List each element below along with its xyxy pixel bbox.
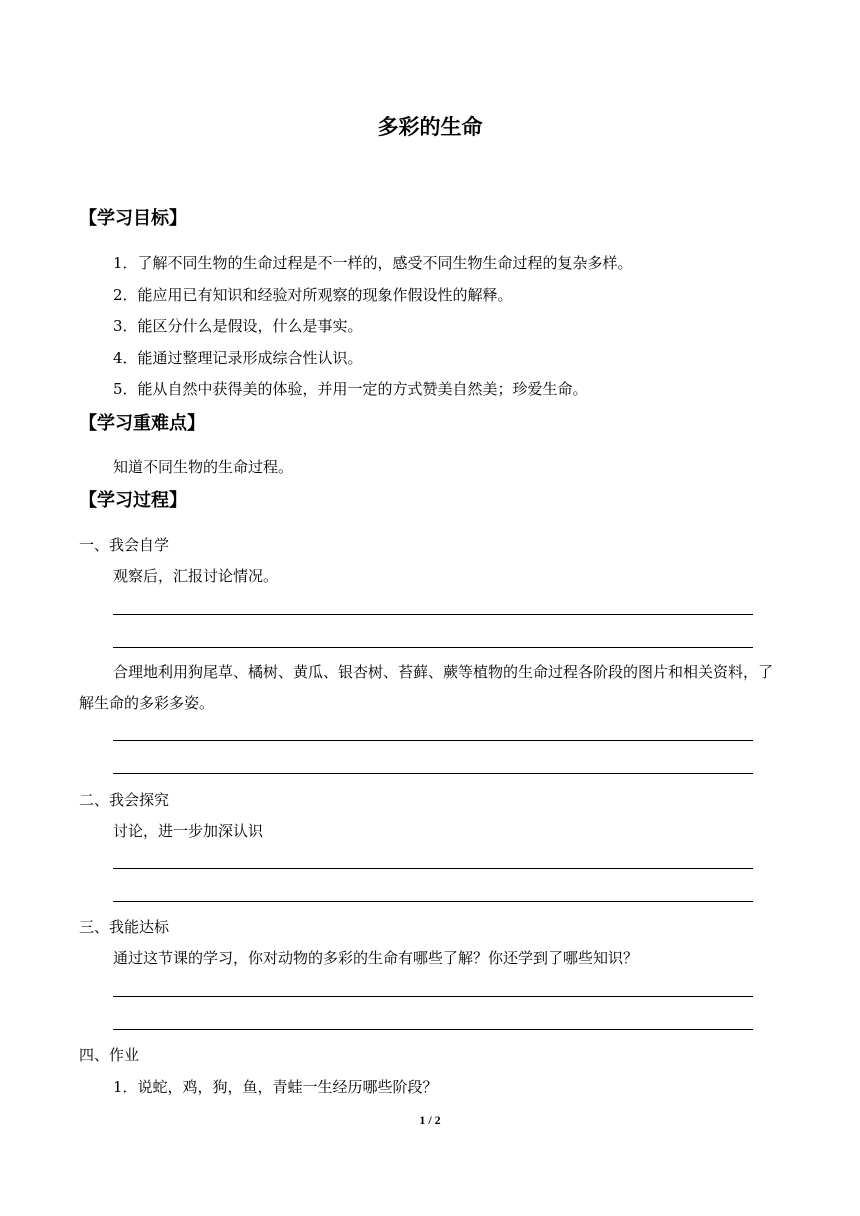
assess-prompt: 通过这节课的学习，你对动物的多彩的生命有哪些了解？你还学到了哪些知识？ [113,949,639,967]
objective-item-1: 1．了解不同生物的生命过程是不一样的，感受不同生物生命过程的复杂多样。 [113,254,633,272]
explore-prompt: 讨论，进一步加深认识 [113,822,264,840]
answer-line-8[interactable] [113,1029,753,1030]
homework-title: 四、作业 [79,1046,140,1064]
page-number: 1 / 2 [419,1113,441,1127]
process-heading: 【学习过程】 [79,490,187,511]
key-points-text: 知道不同生物的生命过程。 [113,458,294,476]
answer-line-7[interactable] [113,996,753,997]
objective-item-3: 3．能区分什么是假设，什么是事实。 [113,317,363,335]
answer-line-3[interactable] [113,740,753,741]
page-title: 多彩的生命 [377,115,483,139]
objective-item-4: 4．能通过整理记录形成综合性认识。 [113,349,363,367]
self-study-prompt: 观察后，汇报讨论情况。 [113,567,279,585]
objectives-heading: 【学习目标】 [79,208,187,229]
answer-line-4[interactable] [113,773,753,774]
answer-line-2[interactable] [113,647,753,648]
homework-item-1: 1．说蛇，鸡，狗，鱼，青蛙一生经历哪些阶段？ [113,1078,438,1096]
answer-line-6[interactable] [113,901,753,902]
objective-item-5: 5．能从自然中获得美的体验，并用一定的方式赞美自然美；珍爱生命。 [113,380,588,398]
answer-line-5[interactable] [113,868,753,869]
explore-title: 二、我会探究 [79,791,170,809]
objective-item-2: 2．能应用已有知识和经验对所观察的现象作假设性的解释。 [113,286,513,304]
answer-line-1[interactable] [113,614,753,615]
self-study-title: 一、我会自学 [79,536,170,554]
assess-title: 三、我能达标 [79,918,170,936]
key-points-heading: 【学习重难点】 [79,413,205,434]
self-study-paragraph: 合理地利用狗尾草、橘树、黄瓜、银杏树、苔藓、蕨等植物的生命过程各阶段的图片和相关资料，了解生命的多彩多姿。 [79,663,774,712]
